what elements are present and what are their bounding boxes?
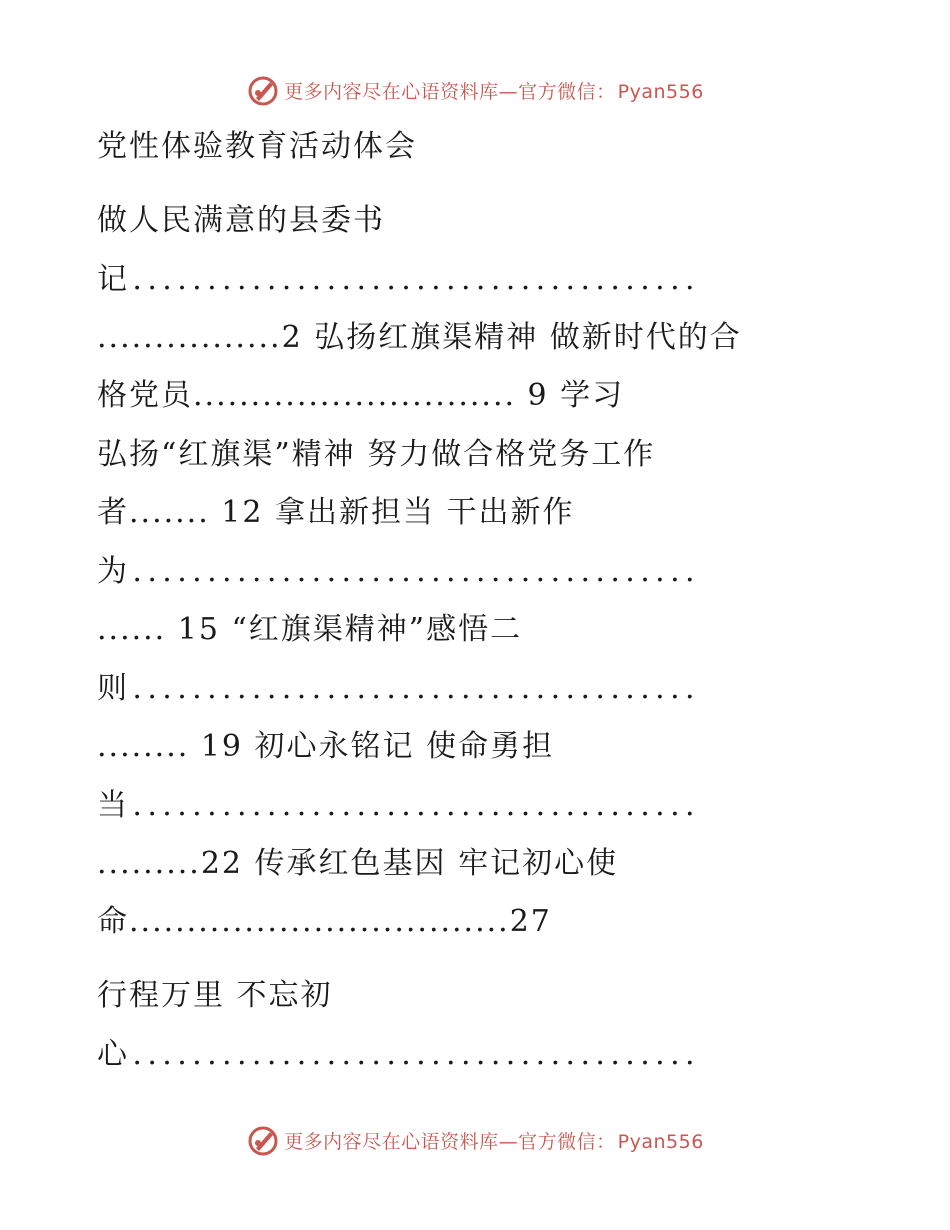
toc-line: 心...................................... — [97, 1037, 700, 1072]
toc-line: 者....... 12 拿出新担当 干出新作 — [97, 495, 575, 530]
toc-line: 为...................................... — [97, 554, 700, 589]
pen-logo-icon — [246, 1123, 280, 1157]
toc-line: 做人民满意的县委书 — [97, 203, 385, 238]
toc-line: ................2 弘扬红旗渠精神 做新时代的合 — [97, 320, 742, 355]
toc-line: 当...................................... — [97, 788, 700, 823]
toc-line: ........ 19 初心永铭记 使命勇担 — [97, 729, 555, 764]
toc-line: 弘扬“红旗渠”精神 努力做合格党务工作 — [97, 437, 656, 472]
toc-line: 格党员............................ 9 学习 — [97, 378, 625, 413]
toc-line: 则...................................... — [97, 671, 700, 706]
watermark-banner-top — [0, 70, 950, 110]
watermark-banner-bottom — [0, 1120, 950, 1160]
toc-line: ...... 15 “红旗渠精神”感悟二 — [97, 612, 523, 647]
toc-line: 党性体验教育活动体会 — [97, 129, 417, 164]
watermark-text: 更多内容尽在心语资料库—官方微信： Pyan556 — [284, 1130, 704, 1153]
toc-line: .........22 传承红色基因 牢记初心使 — [97, 846, 619, 881]
watermark-text: 更多内容尽在心语资料库—官方微信： Pyan556 — [284, 80, 704, 103]
toc-line: 记...................................... — [97, 262, 700, 297]
pen-logo-icon — [246, 73, 280, 107]
toc-line: 命.................................27 — [97, 904, 552, 939]
toc-line: 行程万里 不忘初 — [97, 978, 333, 1013]
